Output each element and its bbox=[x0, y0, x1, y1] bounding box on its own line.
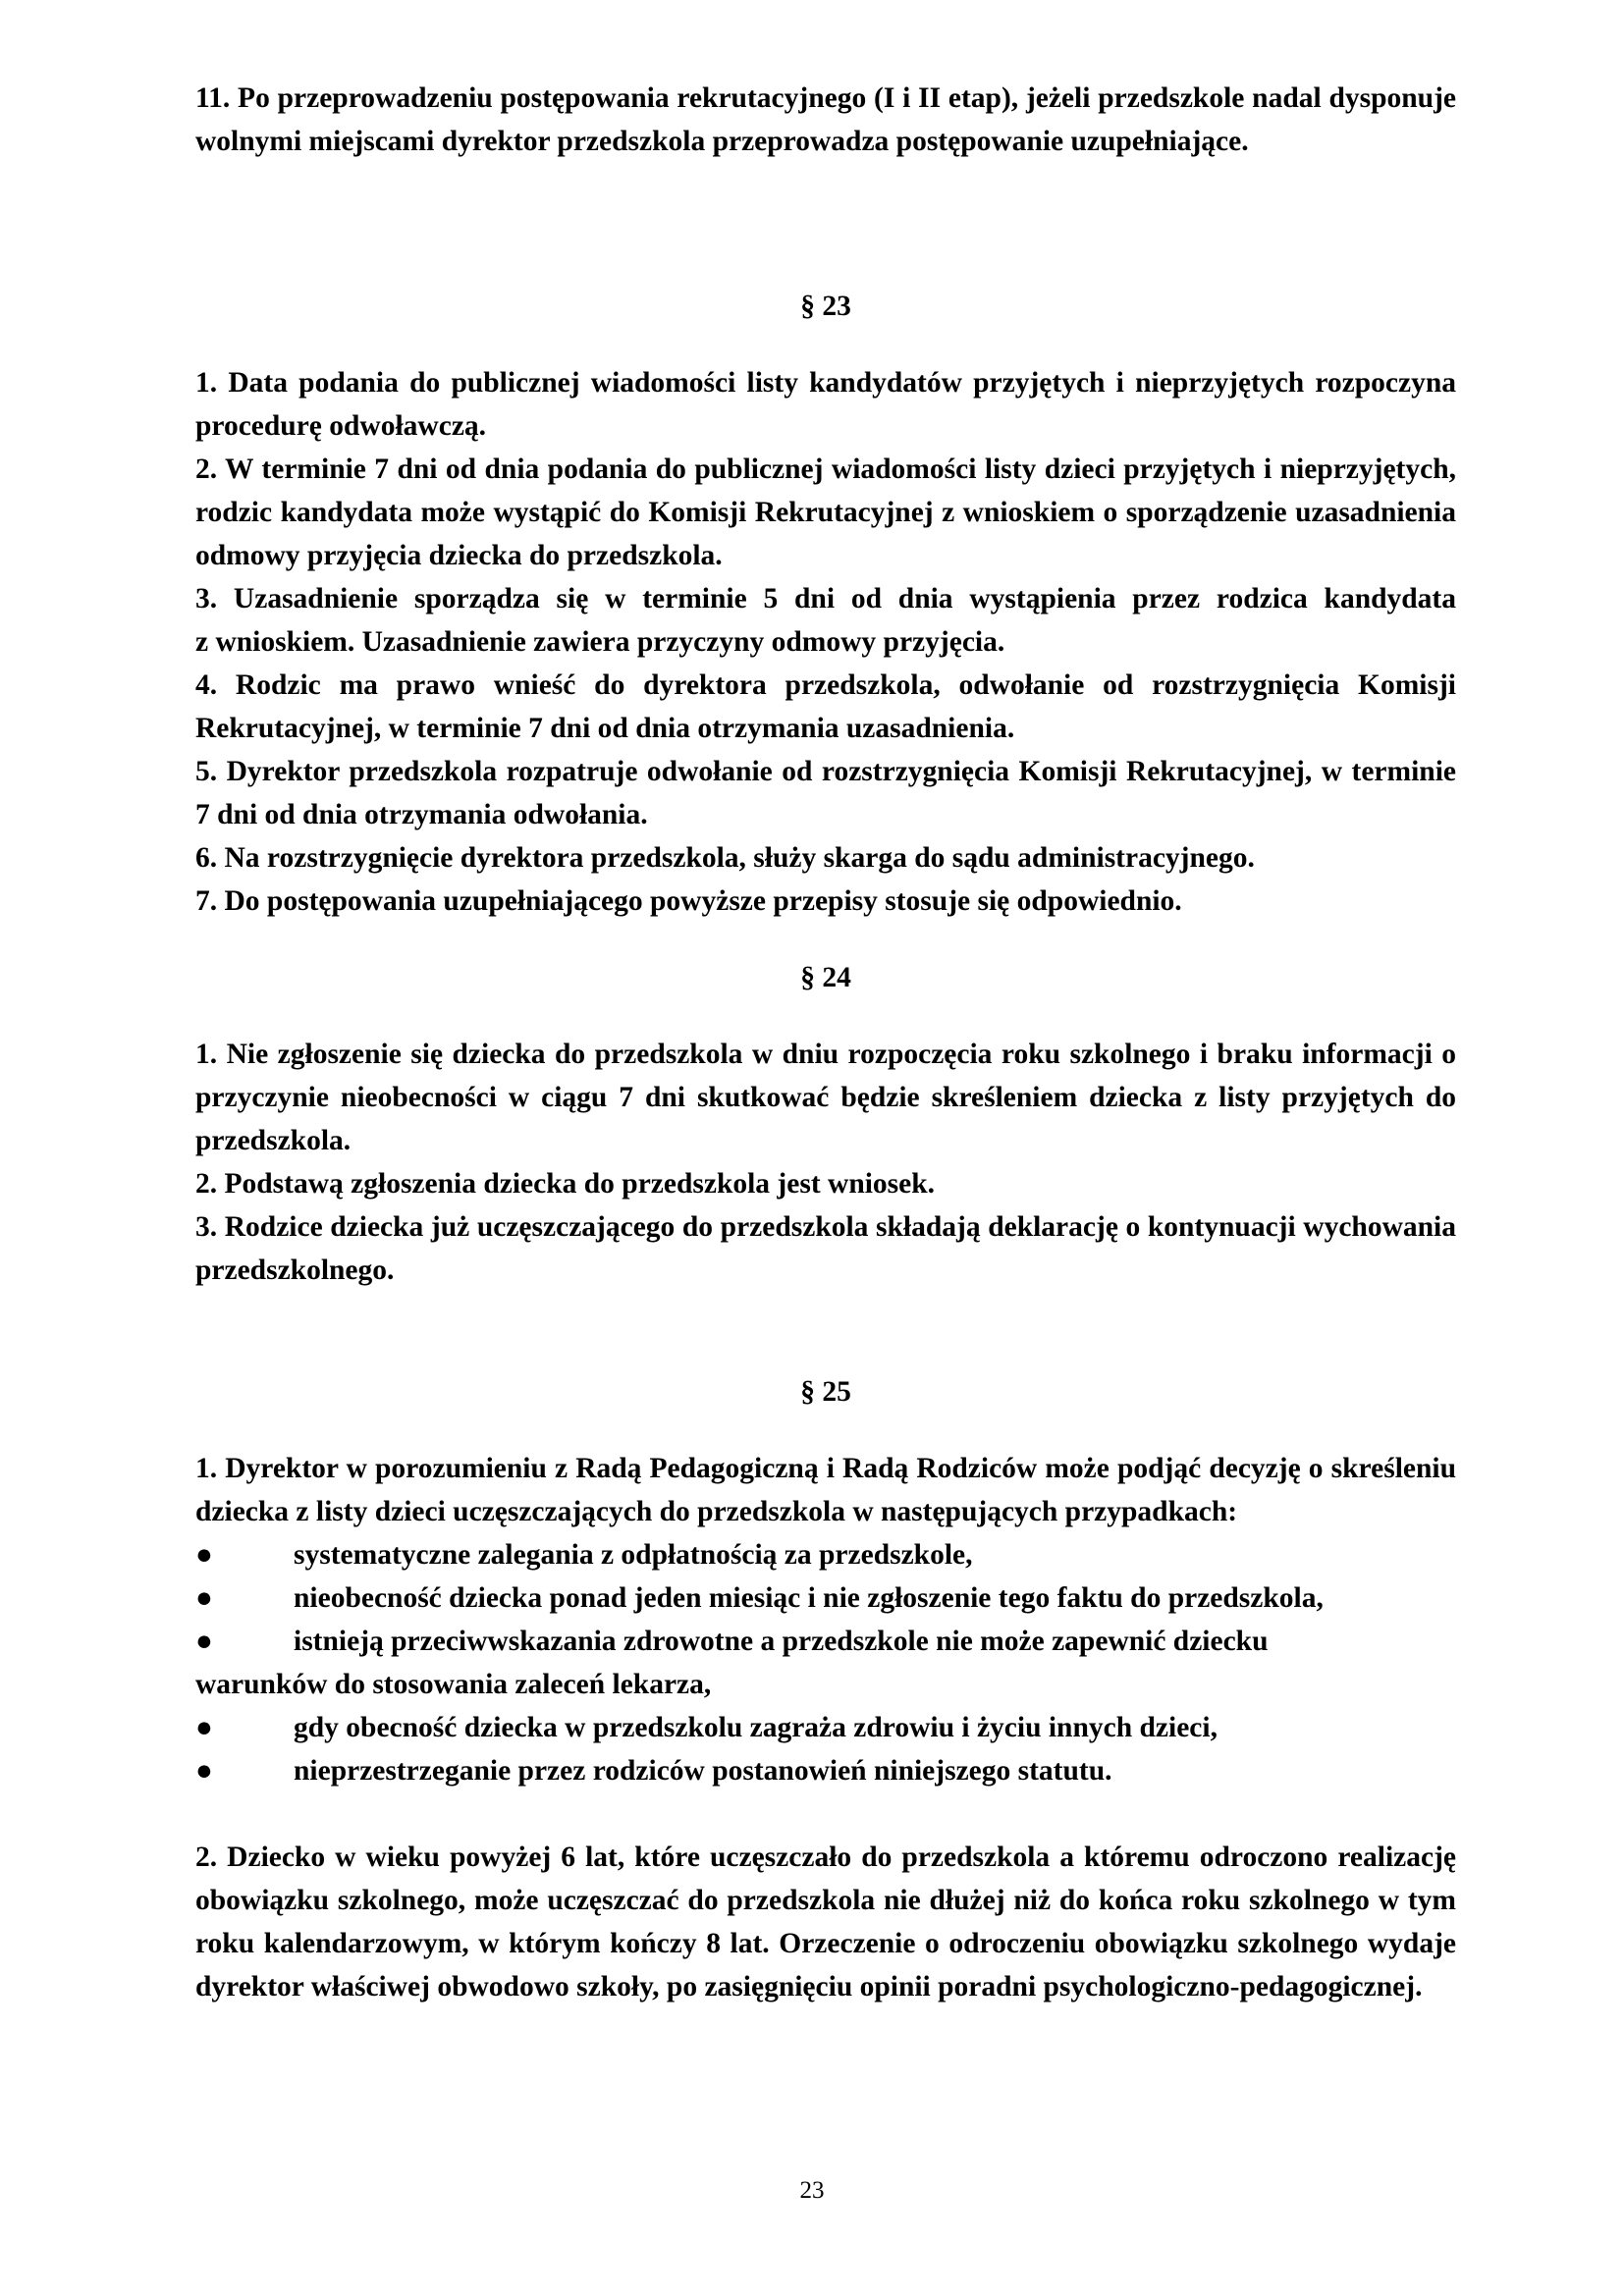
list-item-text: istnieją przeciwwskazania zdrowotne a przedszkole nie może zapewnić dziecku bbox=[294, 1626, 1269, 1657]
spacer bbox=[195, 163, 1456, 285]
list-item-continuation: warunków do stosowania zaleceń lekarza, bbox=[195, 1669, 712, 1700]
s24-paragraph-2: 2. Podstawą zgłoszenia dziecka do przedszkola jest wniosek. bbox=[195, 1168, 936, 1200]
list-item bbox=[195, 1749, 1456, 1792]
spacer bbox=[195, 999, 1456, 1033]
spacer bbox=[195, 1414, 1456, 1447]
bullet-icon: ● bbox=[195, 1539, 213, 1571]
spacer bbox=[195, 1792, 1456, 1836]
bullet-icon: ● bbox=[195, 1712, 213, 1743]
s24-paragraph-1: 1. Nie zgłoszenie się dziecka do przedszkola w dniu rozpoczęcia roku szkolnego i braku informacji o przyczynie nieobecności w ciągu 7 dni skutkować będzie skreśleniem dziecka z listy przyjętych do przedszkola. bbox=[195, 1039, 1456, 1156]
page-number: 23 bbox=[799, 2177, 825, 2204]
section-heading-25: § 25 bbox=[800, 1376, 851, 1408]
list-item bbox=[195, 1576, 1456, 1620]
bullet-icon: ● bbox=[195, 1626, 213, 1657]
s23-paragraph-1: 1. Data podania do publicznej wiadomości listy kandydatów przyjętych i nieprzyjętych rozpoczyna procedurę odwoławczą. bbox=[195, 367, 1456, 442]
section-heading-23: § 23 bbox=[800, 291, 851, 322]
list-item-text: nieobecność dziecka ponad jeden miesiąc i nie zgłoszenie tego faktu do przedszkola, bbox=[294, 1582, 1324, 1614]
list-item bbox=[195, 1706, 1456, 1749]
bullet-icon: ● bbox=[195, 1582, 213, 1614]
list-item bbox=[195, 1533, 1456, 1576]
s23-paragraph-4: 4. Rodzic ma prawo wnieść do dyrektora przedszkola, odwołanie od rozstrzygnięcia Komisji Rekrutacyjnej, w terminie 7 dni od dnia otrzymania uzasadnienia. bbox=[195, 669, 1456, 744]
s23-paragraph-2: 2. W terminie 7 dni od dnia podania do publicznej wiadomości listy dzieci przyjętych i nieprzyjętych, rodzic kandydata może wystąpić do Komisji Rekrutacyjnej z wnioskiem o sporządzenie uzasadnienia odmowy przyjęcia dziecka do przedszkola. bbox=[195, 454, 1456, 571]
s23-paragraph-3b: z wnioskiem. Uzasadnienie zawiera przyczyny odmowy przyjęcia. bbox=[195, 626, 1005, 658]
s23-paragraph-5: 5. Dyrektor przedszkola rozpatruje odwołanie od rozstrzygnięcia Komisji Rekrutacyjnej, w terminie 7 dni od dnia otrzymania odwołania. bbox=[195, 756, 1456, 830]
list-item-text: nieprzestrzeganie przez rodziców postanowień niniejszego statutu. bbox=[294, 1755, 1112, 1787]
list-item bbox=[195, 1620, 1456, 1663]
s23-paragraph-3a: 3. Uzasadnienie sporządza się w terminie 5 dni od dnia wystąpienia przez rodzica kandydata bbox=[195, 583, 1456, 614]
document-page bbox=[195, 77, 1456, 2008]
s25-paragraph-2: 2. Dziecko w wieku powyżej 6 lat, które uczęszczało do przedszkola a któremu odroczono realizację obowiązku szkolnego, może uczęszczać do przedszkola nie dłużej niż do końca roku szkolnego w tym roku kalendarzowym, w którym kończy 8 lat. Orzeczenie o odroczeniu obowiązku szkolnego wydaje dyrektor właściwej obwodowo szkoły, po zasięgnięciu opinii poradni psychologiczno-pedagogicznej. bbox=[195, 1842, 1456, 2002]
spacer bbox=[195, 328, 1456, 361]
list-item-text: systematyczne zalegania z odpłatnością za przedszkole, bbox=[294, 1539, 973, 1571]
list-item-text: gdy obecność dziecka w przedszkolu zagraża zdrowiu i życiu innych dzieci, bbox=[294, 1712, 1218, 1743]
bullet-icon: ● bbox=[195, 1755, 213, 1787]
spacer bbox=[195, 923, 1456, 956]
s23-paragraph-6: 6. Na rozstrzygnięcie dyrektora przedszkola, służy skarga do sądu administracyjnego. bbox=[195, 842, 1255, 874]
s25-paragraph-1: 1. Dyrektor w porozumieniu z Radą Pedagogiczną i Radą Rodziców może podjąć decyzję o skreśleniu dziecka z listy dzieci uczęszczających do przedszkola w następujących przypadkach: bbox=[195, 1453, 1456, 1527]
spacer bbox=[195, 1292, 1456, 1370]
s23-paragraph-7: 7. Do postępowania uzupełniającego powyższe przepisy stosuje się odpowiednio. bbox=[195, 885, 1182, 917]
section-heading-24: § 24 bbox=[800, 962, 851, 993]
paragraph-11: 11. Po przeprowadzeniu postępowania rekrutacyjnego (I i II etap), jeżeli przedszkole nadal dysponuje wolnymi miejscami dyrektor przedszkola przeprowadza postępowanie uzupełniające. bbox=[195, 82, 1456, 157]
s24-paragraph-3: 3. Rodzice dziecka już uczęszczającego do przedszkola składają deklarację o kontynuacji wychowania przedszkolnego. bbox=[195, 1211, 1456, 1286]
